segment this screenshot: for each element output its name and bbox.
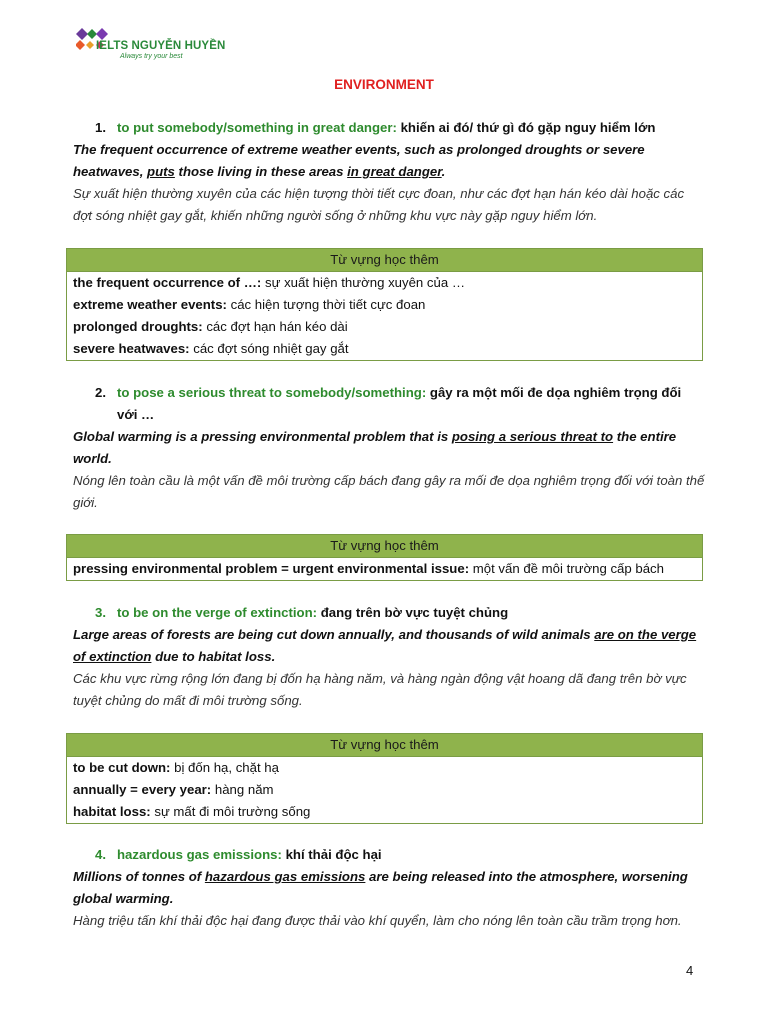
example-english: Millions of tonnes of hazardous gas emissions are being released into the atmosphere, worsening global warming. [73,869,688,906]
item-heading [73,844,705,866]
vocab-item-3 [73,602,705,712]
item-meaning: gây ra một mối đe dọa nghiêm trọng đối với … [117,385,682,422]
vocab-row: severe heatwaves: các đợt sóng nhiệt gay gắt [73,341,349,356]
brand-logo [76,26,276,64]
page-title: ENVIRONMENT [334,77,434,92]
vocab-row: extreme weather events: các hiện tượng thời tiết cực đoan [73,297,426,312]
logo-slogan: Always try your best [120,53,183,60]
item-heading [73,382,705,426]
vocab-row: prolonged droughts: các đợt hạn hán kéo dài [73,319,348,334]
vocab-table-header: Từ vựng học thêm [67,535,702,558]
example-vietnamese: Sự xuất hiện thường xuyên của các hiện tượng thời tiết cực đoan, như các đợt hạn hán kéo dài hoặc các đợt sóng nhiệt gay gắt, khiến những người sống ở những khu vực này gặp nguy hiểm lớn. [73,186,685,223]
vocab-table-2 [66,534,703,581]
item-number: 1. [95,120,106,135]
item-meaning: khiến ai đó/ thứ gì đó gặp nguy hiểm lớn [400,120,656,135]
vocab-row: the frequent occurrence of …: sự xuất hiện thường xuyên của … [73,275,466,290]
vocab-row: to be cut down: bị đốn hạ, chặt hạ [73,760,279,775]
item-number: 3. [95,605,106,620]
vocab-item-2 [73,382,705,514]
item-term: to put somebody/something in great danger: [117,120,397,135]
example-vietnamese: Các khu vực rừng rộng lớn đang bị đốn hạ hàng năm, và hàng ngàn động vật hoang dã đang trên bờ vực tuyệt chủng do mất đi môi trường sống. [73,671,687,708]
example-vietnamese: Nóng lên toàn cầu là một vấn đề môi trường cấp bách đang gây ra mối đe dọa nghiêm trọng đối với toàn thế giới. [73,473,705,510]
item-heading [73,602,705,624]
item-meaning: khí thải độc hại [285,847,382,862]
item-heading [73,117,705,139]
vocab-row: annually = every year: hàng năm [73,782,274,797]
example-english: Large areas of forests are being cut down annually, and thousands of wild animals are on the verge of extinction due to habitat loss. [73,627,697,664]
item-number: 4. [95,847,106,862]
item-term: to be on the verge of extinction: [117,605,318,620]
vocab-table-header: Từ vựng học thêm [67,249,702,272]
item-term: to pose a serious threat to somebody/something: [117,385,427,400]
example-english: The frequent occurrence of extreme weather events, such as prolonged droughts or severe heatwaves, puts those living in these areas in great danger. [73,142,645,179]
vocab-table-3 [66,733,703,824]
vocab-row: pressing environmental problem = urgent environmental issue: một vấn đề môi trường cấp bách [73,561,664,576]
vocab-table-header: Từ vựng học thêm [67,734,702,757]
example-vietnamese: Hàng triệu tấn khí thải độc hại đang được thải vào khí quyển, làm cho nóng lên toàn cầu trầm trọng hơn. [73,913,682,928]
logo-text: IELTS NGUYỄN HUYỀN [96,40,226,52]
vocab-row: habitat loss: sự mất đi môi trường sống [73,804,311,819]
item-meaning: đang trên bờ vực tuyệt chủng [320,605,509,620]
item-term: hazardous gas emissions: [117,847,282,862]
vocab-table-1 [66,248,703,361]
page-number: 4 [686,963,694,978]
item-number: 2. [95,385,106,400]
vocab-item-4 [73,844,705,932]
vocab-item-1 [73,117,705,227]
example-english: Global warming is a pressing environmental problem that is posing a serious threat to the entire world. [73,429,677,466]
